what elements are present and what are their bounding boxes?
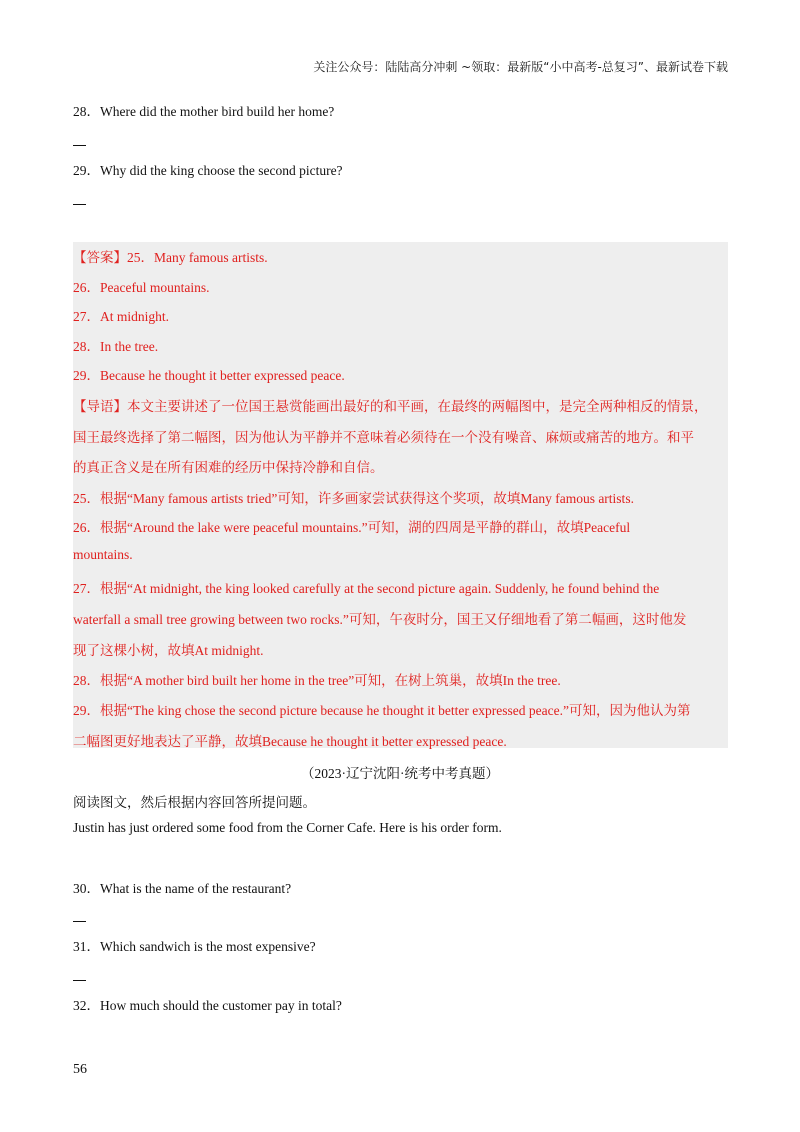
question-31: 31．Which sandwich is the most expensive? — [73, 939, 316, 954]
answer-blank — [73, 204, 86, 205]
explanation-28: 28．根据“A mother bird built her home in the tree”可知，在树上筑巢，故填In the tree. — [73, 673, 561, 688]
explanation-29: 29．根据“The king chose the second picture because he thought it better expressed peace.”可知，因为他认为第 — [73, 703, 691, 718]
answer-blank — [73, 980, 86, 981]
page-number: 56 — [73, 1062, 87, 1077]
explanation-27-cont: 现了这棵小树，故填At midnight. — [73, 643, 264, 658]
question-30: 30．What is the name of the restaurant? — [73, 881, 292, 896]
answer-line: 【答案】25．Many famous artists. — [73, 250, 268, 265]
question-28: 28．Where did the mother bird build her home? — [73, 104, 335, 119]
guide-text-line: 【导语】本文主要讲述了一位国王悬赏能画出最好的和平画，在最终的两幅图中，是完全两种相反的情景， — [73, 399, 708, 414]
explanation-26-cont: mountains. — [73, 547, 133, 562]
explanation-27-cont: waterfall a small tree growing between two rocks.”可知，午夜时分，国王又仔细地看了第二幅画，这时他发 — [73, 612, 687, 627]
instruction-text: 阅读图文，然后根据内容回答所提问题。 — [73, 795, 316, 810]
intro-text: Justin has just ordered some food from the Corner Cafe. Here is his order form. — [73, 820, 502, 835]
answer-blank — [73, 145, 86, 146]
explanation-26: 26．根据“Around the lake were peaceful mountains.”可知，湖的四周是平静的群山，故填Peaceful — [73, 520, 631, 535]
guide-text-line: 国王最终选择了第二幅图，因为他认为平静并不意味着必须待在一个没有噪音、麻烦或痛苦的地方。和平 — [73, 430, 694, 445]
header-note: 关注公众号：陆陆高分冲刺 ~领取：最新版“小中高考-总复习”、最新试卷下载 — [313, 60, 728, 74]
explanation-27: 27．根据“At midnight, the king looked carefully at the second picture again. Suddenly, he found behind the — [73, 581, 660, 596]
answer-line: 27．At midnight. — [73, 309, 170, 324]
explanation-25: 25．根据“Many famous artists tried”可知，许多画家尝试获得这个奖项，故填Many famous artists. — [73, 491, 634, 506]
answer-line: 28．In the tree. — [73, 339, 159, 354]
source-citation: （2023·辽宁沈阳·统考中考真题） — [301, 766, 499, 781]
question-32: 32．How much should the customer pay in total? — [73, 998, 342, 1013]
answer-line: 26．Peaceful mountains. — [73, 280, 210, 295]
answer-blank — [73, 921, 86, 922]
guide-text-line: 的真正含义是在所有困难的经历中保持冷静和自信。 — [73, 460, 384, 475]
answer-line: 29．Because he thought it better expressed peace. — [73, 368, 345, 383]
explanation-29-cont: 二幅图更好地表达了平静，故填Because he thought it better expressed peace. — [73, 734, 507, 749]
question-29: 29．Why did the king choose the second picture? — [73, 163, 343, 178]
